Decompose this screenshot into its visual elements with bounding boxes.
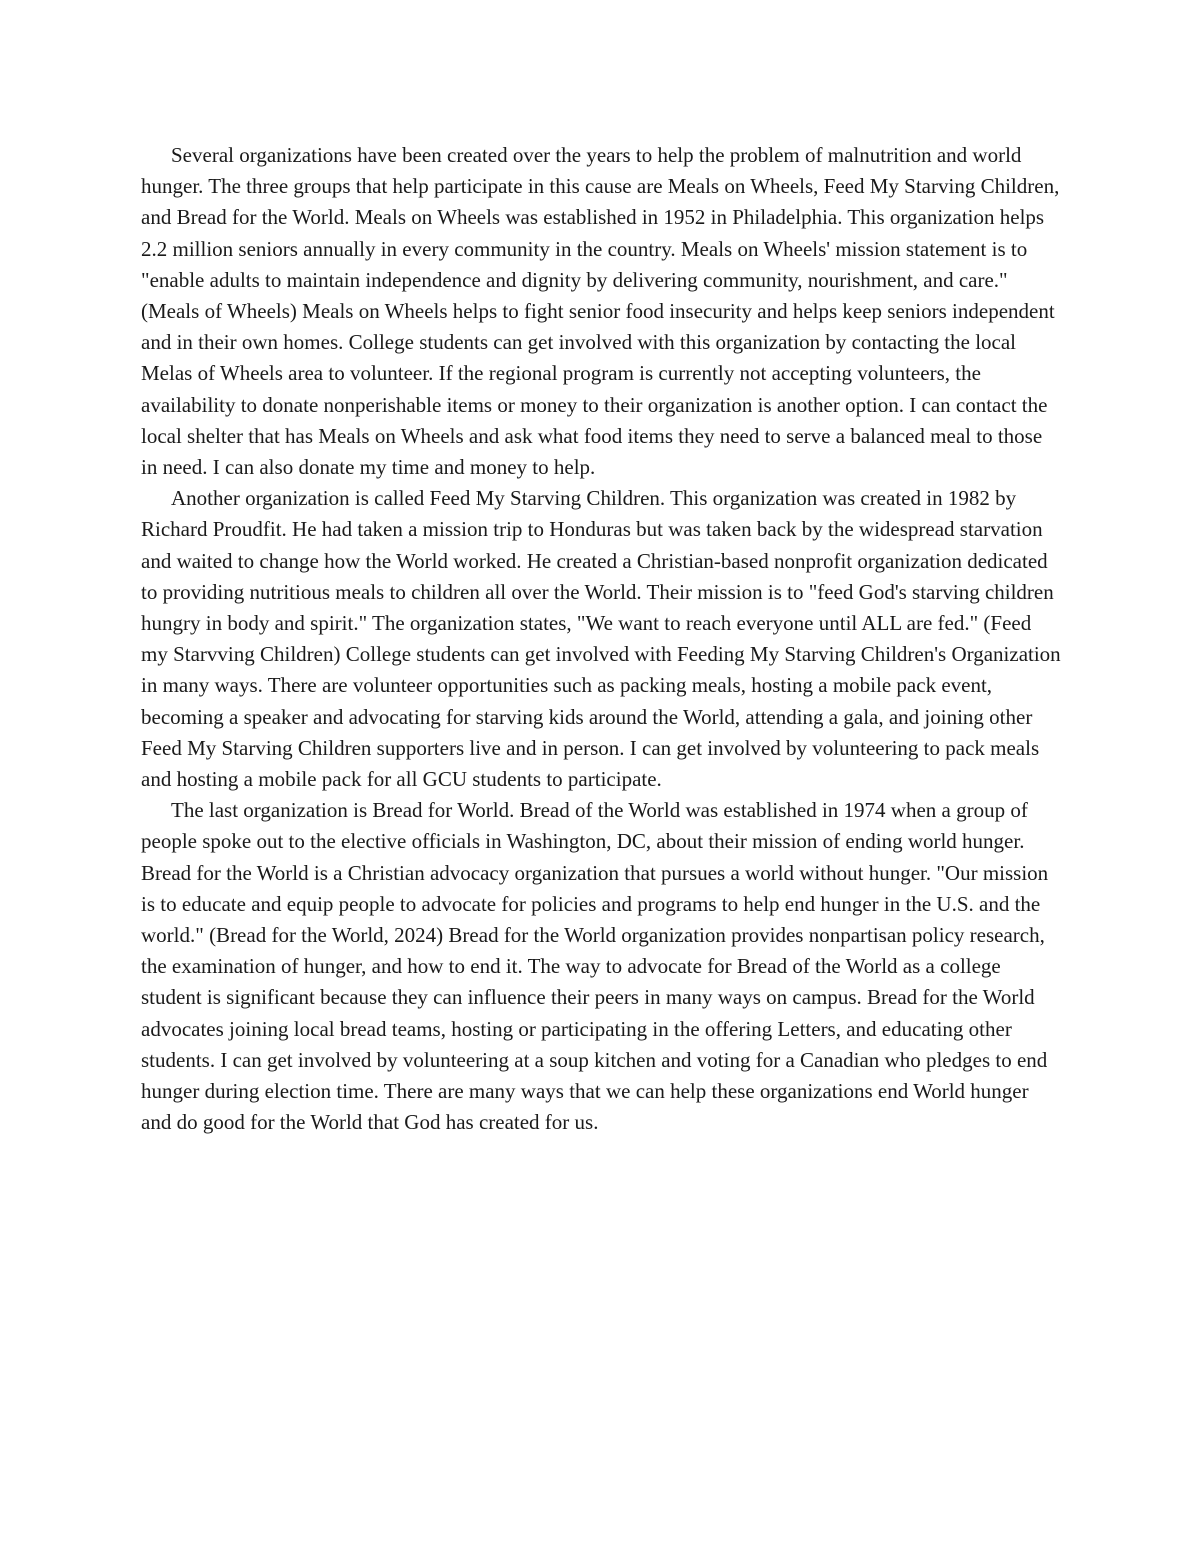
paragraph-feed-my-starving-children: Another organization is called Feed My Starving Children. This organization was created in 1982 by Richard Proudfit. He had taken a mission trip to Honduras but was taken back by the widespread starvation and waited to change how the World worked. He created a Christian-based nonprofit organization dedicated to providing nutritious meals to children all over the World. Their mission is to "feed God's starving children hungry in body and spirit." The organization states, "We want to reach everyone until ALL are fed." (Feed my Starvving Children) College students can get involved with Feeding My Starving Children's Organization in many ways. There are volunteer opportunities such as packing meals, hosting a mobile pack event, becoming a speaker and advocating for starving kids around the World, attending a gala, and joining other Feed My Starving Children supporters live and in person. I can get involved by volunteering to pack meals and hosting a mobile pack for all GCU students to participate. xyxy=(141,486,1061,792)
document-body xyxy=(141,140,1061,1139)
paragraph-bread-for-the-world: The last organization is Bread for World. Bread of the World was established in 1974 when a group of people spoke out to the elective officials in Washington, DC, about their mission of ending world hunger. Bread for the World is a Christian advocacy organization that pursues a world without hunger. "Our mission is to educate and equip people to advocate for policies and programs to help end hunger in the U.S. and the world." (Bread for the World, 2024) Bread for the World organization provides nonpartisan policy research, the examination of hunger, and how to end it. The way to advocate for Bread of the World as a college student is significant because they can influence their peers in many ways on campus. Bread for the World advocates joining local bread teams, hosting or participating in the offering Letters, and educating other students. I can get involved by volunteering at a soup kitchen and voting for a Canadian who pledges to end hunger during election time. There are many ways that we can help these organizations end World hunger and do good for the World that God has created for us. xyxy=(141,798,1049,1135)
paragraph-meals-on-wheels: Several organizations have been created over the years to help the problem of malnutrition and world hunger. The three groups that help participate in this cause are Meals on Wheels, Feed My Starving Children, and Bread for the World. Meals on Wheels was established in 1952 in Philadelphia. This organization helps 2.2 million seniors annually in every community in the country. Meals on Wheels' mission statement is to "enable adults to maintain independence and dignity by delivering community, nourishment, and care." (Meals of Wheels) Meals on Wheels helps to fight senior food insecurity and helps keep seniors independent and in their own homes. College students can get involved with this organization by contacting the local Melas of Wheels area to volunteer. If the regional program is currently not accepting volunteers, the availability to donate nonperishable items or money to their organization is another option. I can contact the local shelter that has Meals on Wheels and ask what food items they need to serve a balanced meal to those in need. I can also donate my time and money to help. xyxy=(141,143,1060,480)
